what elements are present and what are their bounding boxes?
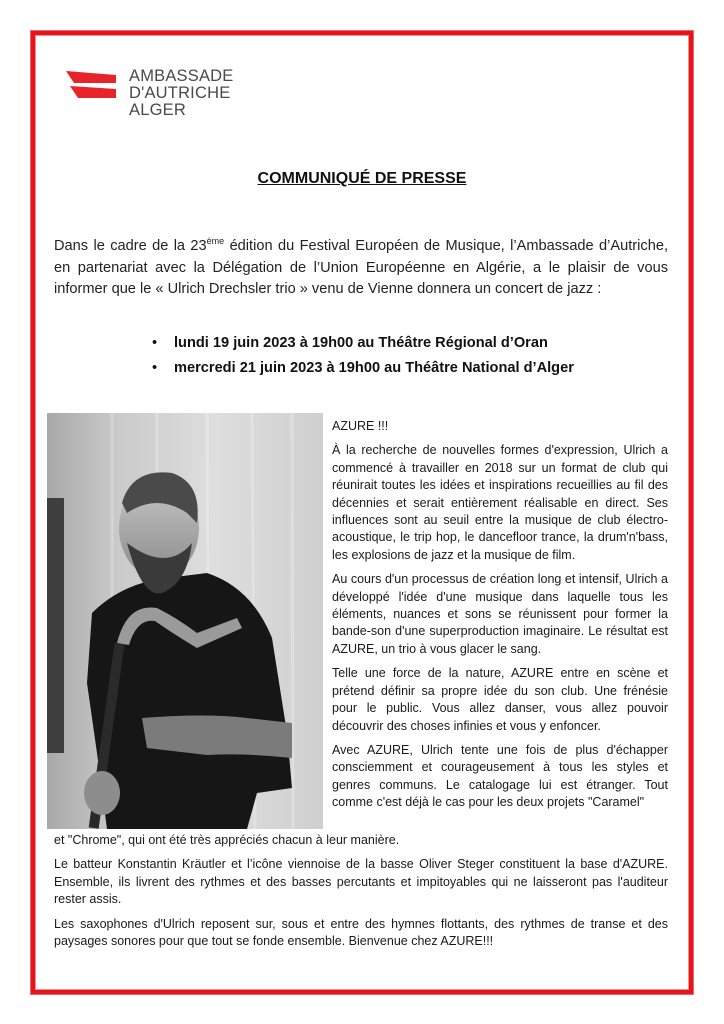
austria-flag-stripes-icon [66,71,116,101]
article-paragraph: Telle une force de la nature, AZURE entre en scène et prétend définir sa propre idée du son club. Une frénésie pour le public. Vous allez danser, vous allez pouvoir découvrir des choses infinies et vous y enfoncer. [332,666,668,733]
article-full-width [54,832,668,957]
article-paragraph: Les saxophones d'Ulrich reposent sur, sous et entre des hymnes flottants, des rythmes de transe et des paysages sonores pour que tout se fonde ensemble. Bienvenue chez AZURE!!! [54,916,668,949]
bullet-icon: • [152,360,158,376]
musician-photo-image [47,413,323,829]
concert-dates-list [150,331,574,381]
concert-date-text: mercredi 21 juin 2023 à 19h00 au Théâtre National d’Alger [174,360,574,376]
ordinal-suffix: ème [206,236,225,246]
logo-line: D'AUTRICHE [129,84,231,102]
intro-text-rest: édition du Festival Européen de Musique, l’Ambassade d’Autriche, en partenariat avec la Délégation de l’Union Européenne en Algérie, a le plaisir de vous informer que le « Ulrich Drechsler trio » venu de Vienne donnera un concert de jazz : [54,238,668,297]
concert-date-item [150,331,574,356]
article-heading: AZURE !!! [332,419,389,433]
musician-photo [47,413,323,829]
logo-line: AMBASSADE [129,67,234,85]
intro-text-start: Dans le cadre de la 23 [54,238,207,254]
article-paragraph-continuation: et "Chrome", qui ont été très appréciés chacun à leur manière. [54,833,400,847]
article-column [332,418,668,812]
intro-paragraph [54,236,668,301]
embassy-name [129,68,234,119]
article-paragraph: Le batteur Konstantin Kräutler et l’icône viennoise de la basse Oliver Steger constituent la base d'AZURE. Ensemble, ils livrent des rythmes et des basses percutants et impitoyables qui ne laisseront pas l'auditeur rester assis. [54,857,668,907]
article-paragraph: À la recherche de nouvelles formes d'expression, Ulrich a commencé à travailler en 2018 sur un format de club qui réunirait toutes les idées et inspirations recueillies au fil des décennies et serait entièrement réalisable en direct. Ses influences sont au seuil entre la musique de club électro-acoustique, le trip hop, le dancefloor trance, la drum'n'bass, les explosions de jazz et la musique de film. [332,443,668,562]
logo-line: ALGER [129,101,186,119]
page-title: COMMUNIQUÉ DE PRESSE [257,170,467,187]
article-paragraph: Au cours d'un processus de création long et intensif, Ulrich a développé l'idée d'une musique dans laquelle tous les éléments, nuances et sons se réunissent pour former la bande-son d'une superproduction imaginaire. Le résultat est AZURE, un trio à vous glacer le sang. [332,572,668,656]
article-paragraph: Avec AZURE, Ulrich tente une fois de plus d'échapper consciemment et courageusement à tous les styles et genres communs. Le catalogage lui est étranger. Tout comme c'est déjà le cas pour les deux projets "Caramel" [332,742,668,810]
concert-date-item [150,356,574,381]
bullet-icon: • [152,335,158,351]
concert-date-text: lundi 19 juin 2023 à 19h00 au Théâtre Régional d’Oran [174,335,548,351]
